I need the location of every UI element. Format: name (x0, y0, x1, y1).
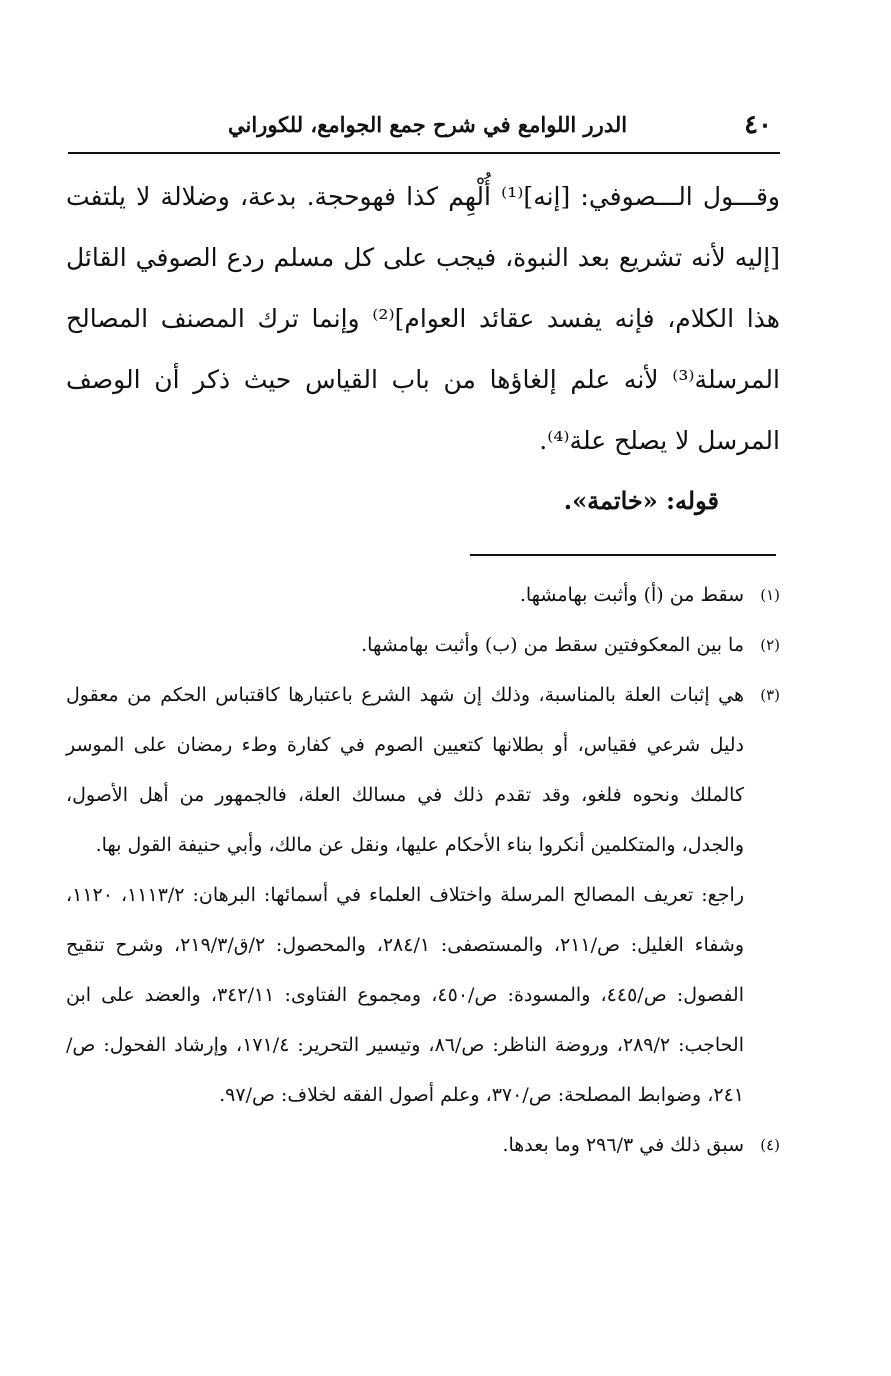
footnote-text: هي إثبات العلة بالمناسبة، وذلك إن شهد الشرع باعتبارها كاقتباس الحكم من معقول دليل شرعي فقياس، أو بطلانها كتعيين الصوم في كفارة وطء رمضان على الموسر كالملك ونحوه فلغو، وقد تقدم ذلك في مسالك العلة، فالجمهور من أهل الأصول، والجدل، والمتكلمين أنكروا بناء الأحكام عليها، ونقل عن مالك، وأبي حنيفة القول بها. (66, 684, 744, 856)
footnote-text: سبق ذلك في ٢٩٦/٣ وما بعدها. (502, 1134, 744, 1156)
footnote-number: (٤) (760, 1136, 780, 1154)
page-number: ٤٠ (744, 110, 772, 140)
footnote-text: راجع: تعريف المصالح المرسلة واختلاف العلماء في أسمائها: البرهان: ١١١٣/٢، ١١٢٠، وشفاء الغليل: ص/٢١١، والمستصفى: ٢٨٤/١، والمحصول: ٢/ق/٢١٩/٣، وشرح تنقيح الفصول: ص/٤٤٥، والمسودة: ص/٤٥٠، ومجموع الفتاوى: ٣٤٢/١١، والعضد على ابن الحاجب: ٢٨٩/٢، وروضة الناظر: ص/٨٦، وتيسير التحرير: ١٧١/٤، وإرشاد الفحول: ص/٢٤١، وضوابط المصلحة: ص/٣٧٠، وعلم أصول الفقه لخلاف: ص/٩٧. (66, 884, 745, 1106)
footnote-1 (66, 570, 780, 620)
footnote-4 (66, 1120, 780, 1170)
footnote-3-references (66, 870, 780, 1120)
footnote-2 (66, 620, 780, 670)
footnote-3 (66, 670, 780, 870)
footnote-number: (٢) (760, 636, 780, 654)
running-title: الدرر اللوامع في شرح جمع الجوامع، للكوراني (228, 112, 628, 137)
footnote-divider (470, 554, 776, 556)
footnote-text: ما بين المعكوفتين سقط من (ب) وأثبت بهامشها. (361, 634, 744, 656)
section-heading: قوله: «خاتمة». (563, 486, 719, 515)
footnote-text: سقط من (أ) وأثبت بهامشها. (519, 584, 744, 606)
footnote-number: (١) (760, 586, 780, 604)
footnotes-block (66, 570, 780, 1170)
header-divider (68, 152, 780, 154)
page-header (68, 108, 778, 148)
main-text-block (66, 166, 780, 471)
footnote-number: (٣) (760, 686, 780, 704)
main-paragraph: وقـــول الـــصوفي: [إنه]⁽¹⁾ أُلْهِم كذا فهوحجة. بدعة، وضلالة لا يلتفت [إليه لأنه تشريع بعد النبوة، فيجب على كل مسلم ردع الصوفي القائل هذا الكلام، فإنه يفسد عقائد العوام]⁽²⁾ وإنما ترك المصنف المصالح المرسلة⁽³⁾ لأنه علم إلغاؤها من باب القياس حيث ذكر أن الوصف المرسل لا يصلح علة⁽⁴⁾. (66, 182, 780, 455)
